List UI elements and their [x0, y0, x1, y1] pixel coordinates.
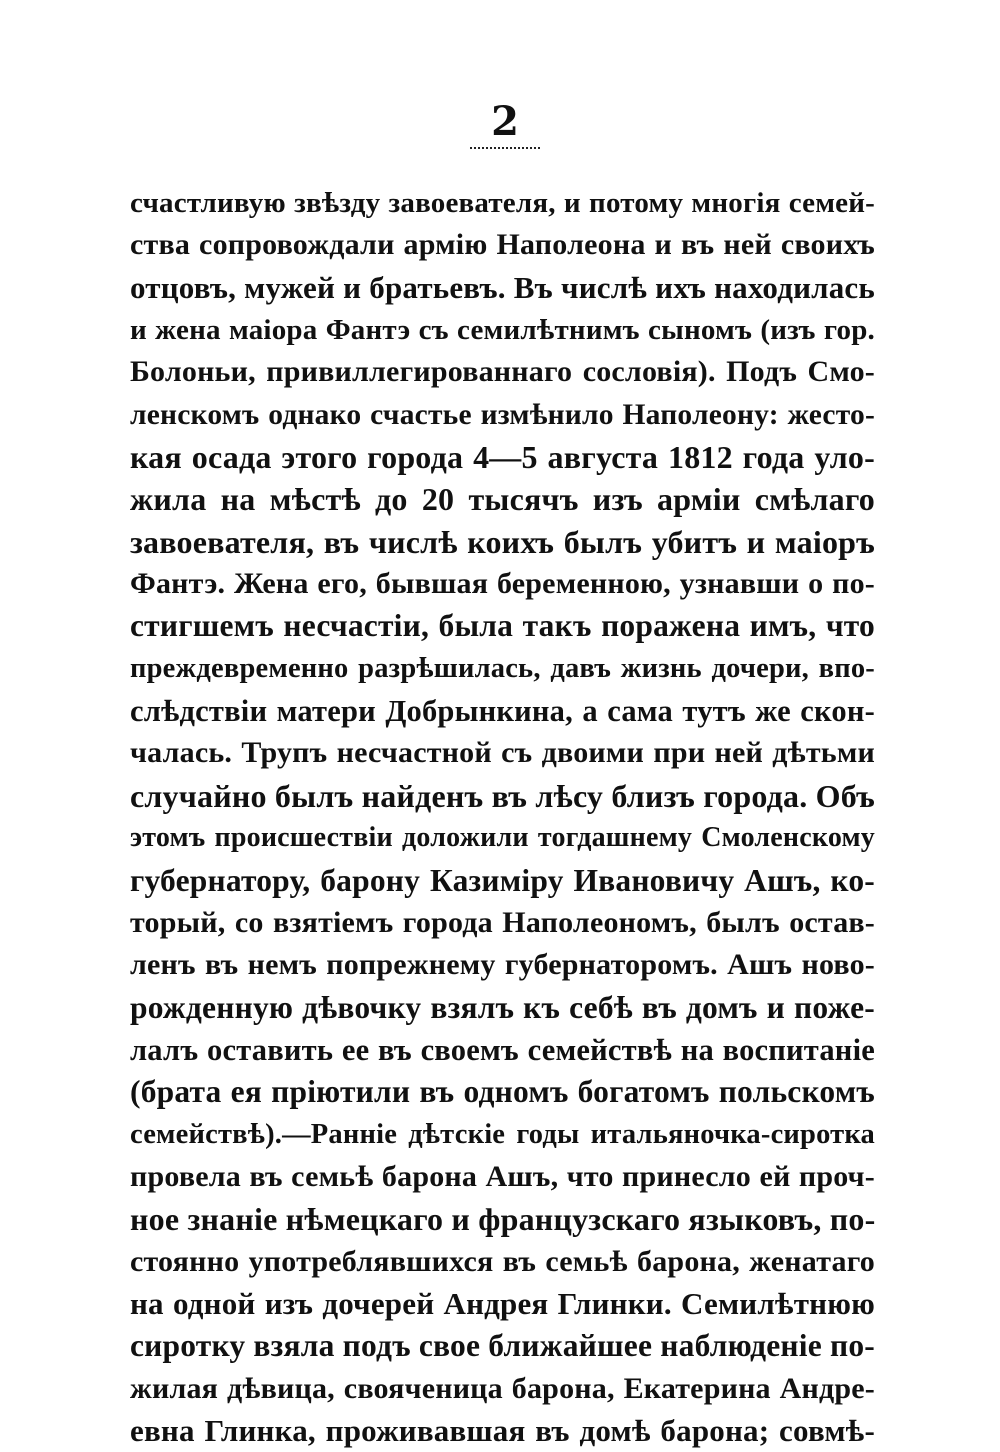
- text-line: кая осада этого города 4—5 августа 1812 года уло-: [130, 439, 875, 476]
- text-line: губернатору, барону Казиміру Ивановичу Ашъ, ко-: [130, 862, 875, 898]
- text-line: рожденную дѣвочку взялъ къ себѣ въ домъ и поже-: [130, 989, 875, 1025]
- text-line: слѣдствіи матери Добрынкина, а сама тутъ же скон-: [130, 694, 875, 729]
- text-line: случайно былъ найденъ въ лѣсу близъ города. Объ: [130, 777, 875, 814]
- text-line: сиротку взяла подъ свое ближайшее наблюденіе по-: [130, 1328, 875, 1364]
- body-text: [130, 182, 875, 1452]
- text-line: жилая дѣвица, свояченица барона, Екатерина Андре-: [130, 1371, 875, 1405]
- text-line: на одной изъ дочерей Андрея Глинки. Семилѣтнюю: [130, 1285, 875, 1321]
- text-line: стигшемъ несчастіи, была такъ поражена имъ, что: [130, 608, 875, 644]
- text-line: стоянно употреблявшихся въ семьѣ барона, женатаго: [130, 1244, 875, 1278]
- text-line: ленъ въ немъ попрежнему губернаторомъ. Ашъ ново-: [130, 948, 875, 982]
- text-line: счастливую звѣзду завоевателя, и потому многія семей-: [130, 187, 875, 219]
- text-line: этомъ происшествіи доложили тогдашнему Смоленскому: [130, 822, 875, 854]
- text-line: евна Глинка, проживавшая въ домѣ барона; совмѣ-: [130, 1412, 875, 1448]
- text-line: провела въ семьѣ барона Ашъ, что принесло ей проч-: [130, 1159, 875, 1193]
- text-line: отцовъ, мужей и братьевъ. Въ числѣ ихъ находилась: [130, 269, 875, 305]
- page-number: 2: [491, 98, 519, 145]
- text-line: Болоньи, привиллегированнаго сословія). Подъ Смо-: [130, 355, 875, 389]
- text-line: торый, со взятіемъ города Наполеономъ, былъ остав-: [130, 905, 875, 939]
- page-number-rule: [470, 147, 540, 149]
- text-line: лалъ оставить ее въ своемъ семействѣ на воспитаніе: [130, 1032, 875, 1067]
- text-line: чалась. Трупъ несчастной съ двоими при ней дѣтьми: [130, 736, 875, 770]
- text-line: ное знаніе нѣмецкаго и французскаго языковъ, по-: [130, 1201, 876, 1238]
- text-line: (брата ея пріютили въ одномъ богатомъ польскомъ: [130, 1074, 875, 1110]
- text-line: жила на мѣстѣ до 20 тысячъ изъ арміи смѣлаго: [130, 481, 875, 518]
- text-line: преждевременно разрѣшилась, давъ жизнь дочери, впо-: [130, 652, 875, 684]
- text-line: Фантэ. Жена его, бывшая беременною, узнавши о по-: [130, 567, 875, 601]
- text-line: ленскомъ однако счастье измѣнило Наполеону: жесто-: [130, 398, 875, 431]
- text-line: семействѣ).—Ранніе дѣтскіе годы итальяночка-сиротка: [130, 1118, 875, 1150]
- text-line: и жена маіора Фантэ съ семилѣтнимъ сыномъ (изъ гор.: [130, 314, 875, 347]
- text-line: завоевателя, въ числѣ коихъ былъ убитъ и маіоръ: [130, 523, 875, 560]
- text-line: ства сопровождали армію Наполеона и въ ней своихъ: [130, 228, 875, 262]
